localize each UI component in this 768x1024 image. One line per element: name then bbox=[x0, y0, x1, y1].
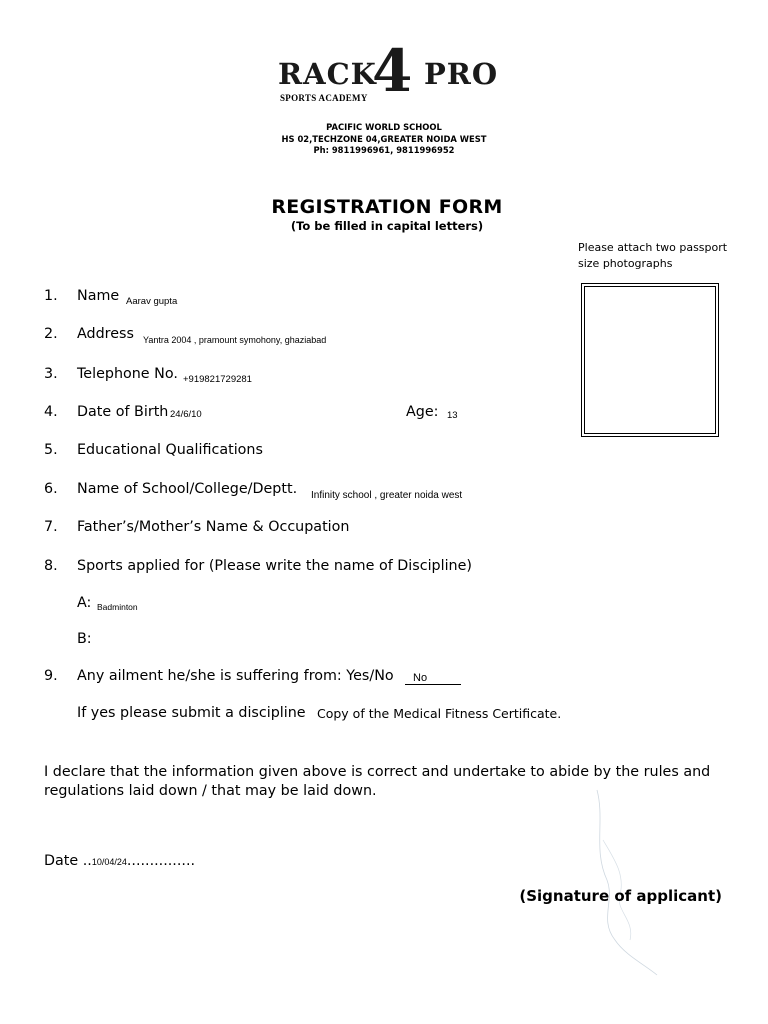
field-number: 7. bbox=[44, 519, 58, 535]
field-name-label: Name bbox=[77, 288, 120, 304]
field-number: 9. bbox=[44, 668, 58, 684]
field-address-value[interactable]: Yantra 2004 , pramount symohony, ghaziabad bbox=[143, 335, 327, 345]
form-subtitle: (To be filled in capital letters) bbox=[290, 219, 484, 233]
field-parent-label: Father’s/Mother’s Name & Occupation bbox=[77, 519, 350, 535]
field-number: 8. bbox=[44, 558, 58, 574]
ailment-note: If yes please submit a discipline bbox=[77, 705, 306, 721]
field-school-label: Name of School/College/Deptt. bbox=[77, 481, 298, 497]
field-ailment-label: Any ailment he/she is suffering from: Yes/No bbox=[77, 668, 394, 684]
field-telephone-label: Telephone No. bbox=[77, 366, 178, 382]
academy-logo bbox=[278, 37, 499, 105]
field-dob-label: Date of Birth bbox=[77, 404, 169, 420]
ailment-note-tail: Copy of the Medical Fitness Certificate. bbox=[317, 706, 562, 721]
field-dob-value[interactable]: 24/6/10 bbox=[170, 409, 202, 420]
signature-scribble bbox=[585, 780, 665, 980]
logo-word-left: RACK bbox=[278, 57, 377, 91]
field-age-label: Age: bbox=[406, 404, 439, 420]
field-sports-label: Sports applied for (Please write the name of Discipline) bbox=[77, 558, 472, 574]
field-number: 4. bbox=[44, 404, 58, 420]
logo-subtitle: SPORTS ACADEMY bbox=[280, 93, 368, 103]
form-title: REGISTRATION FORM bbox=[271, 196, 503, 218]
photo-box bbox=[581, 283, 719, 437]
logo-word-right: PRO bbox=[424, 57, 499, 91]
sport-a-value[interactable]: Badminton bbox=[97, 602, 138, 612]
sport-a-label: A: bbox=[77, 595, 92, 611]
field-school-value[interactable]: Infinity school , greater noida west bbox=[311, 490, 463, 501]
date-dots: ............... bbox=[126, 853, 196, 869]
logo-digit: 4 bbox=[372, 37, 413, 105]
field-number: 2. bbox=[44, 326, 58, 342]
school-phone: Ph: 9811996961, 9811996952 bbox=[313, 145, 455, 155]
field-telephone-value[interactable]: +919821729281 bbox=[183, 374, 252, 385]
date-value[interactable]: 10/04/24 bbox=[91, 857, 127, 867]
field-name-value[interactable]: Aarav gupta bbox=[126, 296, 178, 307]
date-label bbox=[44, 853, 195, 869]
sport-b-label: B: bbox=[77, 631, 92, 647]
field-age-value[interactable]: 13 bbox=[447, 410, 458, 421]
field-number: 5. bbox=[44, 442, 58, 458]
field-address-label: Address bbox=[77, 326, 134, 342]
declaration-text: I declare that the information given above is correct and undertake to abide by the rules and regulations laid down / that may be laid down. bbox=[44, 764, 711, 799]
photo-instruction: Please attach two passport size photographs bbox=[578, 241, 728, 270]
school-name: PACIFIC WORLD SCHOOL bbox=[326, 122, 442, 132]
field-number: 3. bbox=[44, 366, 58, 382]
field-number: 1. bbox=[44, 288, 58, 304]
field-ailment-value[interactable]: No bbox=[405, 672, 461, 685]
signature-label: (Signature of applicant) bbox=[519, 887, 722, 905]
field-education-label: Educational Qualifications bbox=[77, 442, 263, 458]
date-prefix: Date .. bbox=[44, 853, 92, 869]
school-address: HS 02,TECHZONE 04,GREATER NOIDA WEST bbox=[281, 133, 487, 144]
field-number: 6. bbox=[44, 481, 58, 497]
